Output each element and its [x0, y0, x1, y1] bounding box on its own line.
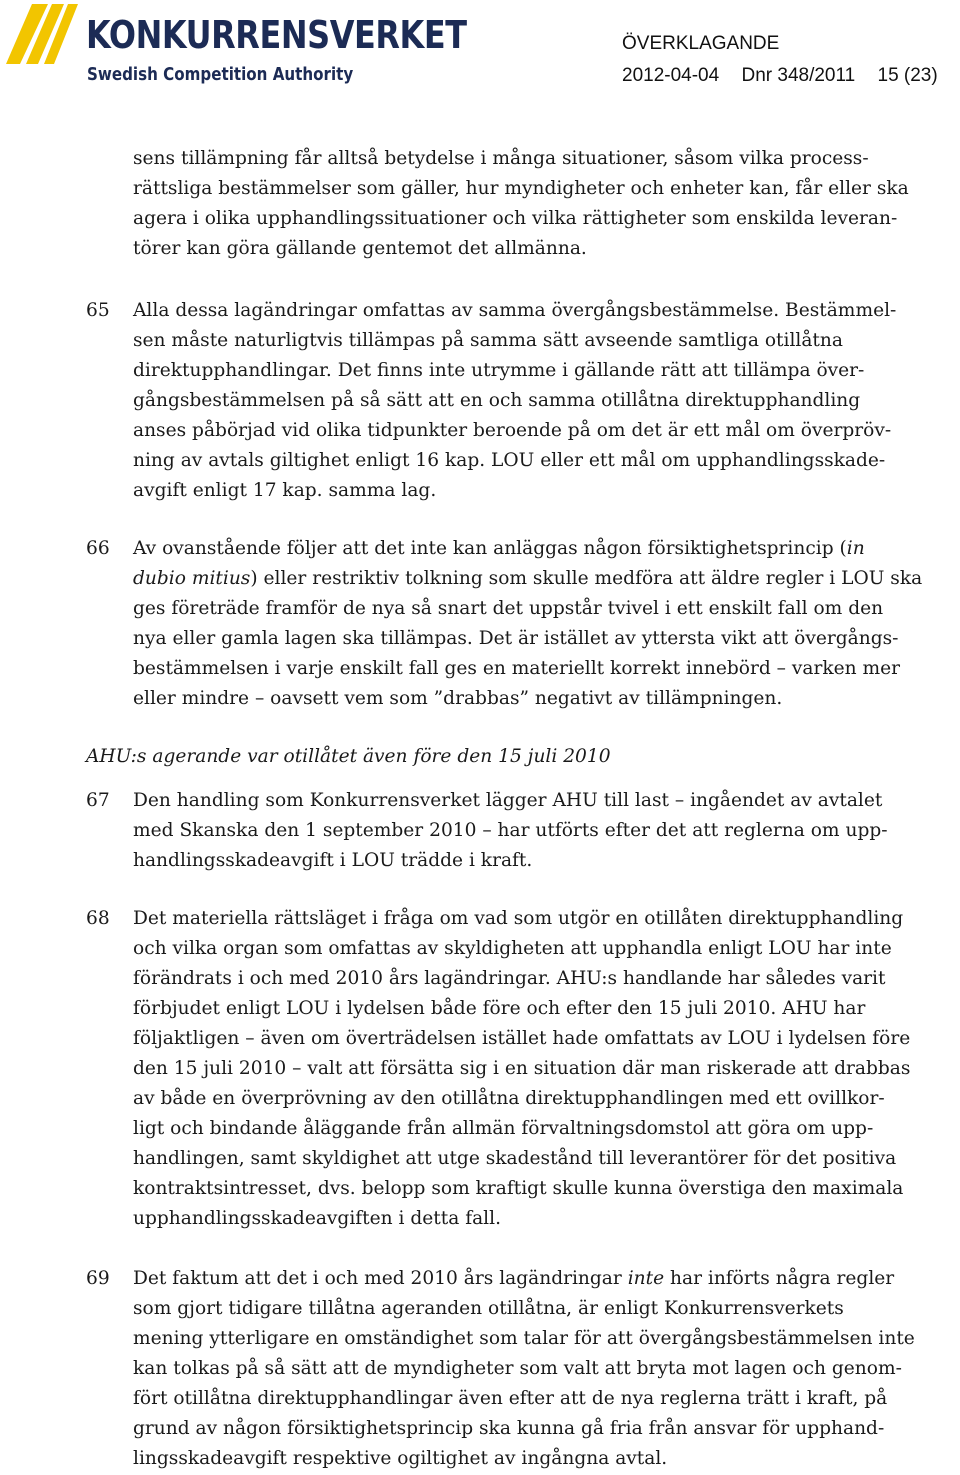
paragraph-69: [133, 1264, 939, 1474]
page-number: 15 (23): [877, 65, 938, 86]
text-line: gångsbestämmelsen på så sätt att en och samma otillåtna direktupphandling: [133, 390, 861, 411]
text-line: förbjudet enligt LOU i lydelsen både före och efter den 15 juli 2010. AHU har: [133, 998, 866, 1019]
text-line: handlingsskadeavgift i LOU trädde i kraft.: [133, 850, 533, 871]
text-line: fört otillåtna direktupphandlingar även efter att de nya reglerna trätt i kraft, på: [133, 1388, 888, 1409]
text-run: Det faktum att det i och med 2010 års lagändringar: [133, 1268, 628, 1289]
italic-run: dubio mitius: [133, 568, 251, 589]
paragraph-67: [133, 786, 939, 876]
text-line: upphandlingsskadeavgiften i detta fall.: [133, 1208, 501, 1229]
text-run: ) eller restriktiv tolkning som skulle medföra att äldre regler i LOU ska: [250, 568, 923, 589]
text-line: bestämmelsen i varje enskilt fall ges en materiellt korrekt innebörd – varken mer: [133, 658, 901, 679]
intro-paragraph: [133, 144, 939, 264]
logo-subtitle: Swedish Competition Authority: [87, 64, 354, 85]
text-line: [133, 1264, 939, 1294]
text-line: anses påbörjad vid olika tidpunkter beroende på om det är ett mål om överpröv-: [133, 420, 892, 441]
paragraph-number: 68: [86, 908, 110, 929]
paragraph-number: 65: [86, 300, 110, 321]
text-line: kan tolkas på så sätt att de myndigheter som valt att bryta mot lagen och genom-: [133, 1358, 902, 1379]
text-line: [133, 564, 939, 594]
text-line: handlingen, samt skyldighet att utge skadestånd till leverantörer för det positiva: [133, 1148, 897, 1169]
text-line: avgift enligt 17 kap. samma lag.: [133, 480, 437, 501]
text-line: grund av någon försiktighetsprincip ska kunna gå fria från ansvar för upphand-: [133, 1418, 885, 1439]
text-line: med Skanska den 1 september 2010 – har utförts efter det att reglerna om upp-: [133, 820, 888, 841]
logo-name: KONKURRENSVERKET: [86, 13, 467, 57]
text-line: Det materiella rättsläget i fråga om vad som utgör en otillåten direktupphandling: [133, 908, 904, 929]
text-line: förändrats i och med 2010 års lagändringar. AHU:s handlande har således varit: [133, 968, 886, 989]
text-line: följaktligen – även om överträdelsen istället hade omfattats av LOU i lydelsen före: [133, 1028, 911, 1049]
text-run: Av ovanstående följer att det inte kan anläggas någon försiktighetsprincip (: [133, 538, 847, 559]
text-line: den 15 juli 2010 – valt att försätta sig i en situation där man riskerade att drabbas: [133, 1058, 911, 1079]
text-line: Alla dessa lagändringar omfattas av samma övergångsbestämmelse. Bestämmel-: [133, 300, 897, 321]
text-line: lingsskadeavgift respektive ogiltighet av ingångna avtal.: [133, 1448, 668, 1469]
paragraph-66: [133, 534, 939, 714]
document-dnr: Dnr 348/2011: [741, 65, 856, 86]
text-line: av både en överprövning av den otillåtna direktupphandlingen med ett ovillkor-: [133, 1088, 885, 1109]
paragraph-number: 67: [86, 790, 110, 811]
paragraph-65: [133, 296, 939, 506]
text-run: har införts några regler: [664, 1268, 895, 1289]
text-line: kontraktsintresset, dvs. belopp som kraftigt skulle kunna överstiga den maximala: [133, 1178, 904, 1199]
document-type: ÖVERKLAGANDE: [622, 33, 780, 54]
page-header: [0, 0, 960, 100]
text-line: Den handling som Konkurrensverket lägger AHU till last – ingåendet av avtalet: [133, 790, 883, 811]
paragraph-68: [133, 904, 939, 1234]
text-line: törer kan göra gällande gentemot det allmänna.: [133, 238, 587, 259]
text-line: nya eller gamla lagen ska tillämpas. Det är istället av yttersta vikt att övergångs-: [133, 628, 899, 649]
text-line: ges företräde framför de nya så snart det uppstår tvivel i ett enskilt fall om den: [133, 598, 884, 619]
text-line: agera i olika upphandlingssituationer och vilka rättigheter som enskilda leveran-: [133, 208, 898, 229]
text-line: ligt och bindande åläggande från allmän förvaltningsdomstol att göra om upp-: [133, 1118, 874, 1139]
text-line: eller mindre – oavsett vem som ”drabbas” negativt av tillämpningen.: [133, 688, 783, 709]
italic-run: in: [846, 538, 865, 559]
paragraph-number: 69: [86, 1268, 110, 1289]
text-line: mening ytterligare en omständighet som talar för att övergångsbestämmelsen inte: [133, 1328, 915, 1349]
italic-run: inte: [627, 1268, 665, 1289]
section-heading: AHU:s agerande var otillåtet även före den 15 juli 2010: [86, 746, 611, 767]
document-meta: [622, 65, 960, 87]
text-line: sen måste naturligtvis tillämpas på samma sätt avseende samtliga otillåtna: [133, 330, 843, 351]
text-line: [133, 534, 939, 564]
text-line: ning av avtals giltighet enligt 16 kap. LOU eller ett mål om upphandlingsskade-: [133, 450, 886, 471]
document-date: 2012-04-04: [622, 65, 720, 86]
paragraph-number: 66: [86, 538, 110, 559]
text-line: direktupphandlingar. Det finns inte utrymme i gällande rätt att tillämpa över-: [133, 360, 865, 381]
text-line: som gjort tidigare tillåtna ageranden otillåtna, är enligt Konkurrensverkets: [133, 1298, 844, 1319]
text-line: och vilka organ som omfattas av skyldigheten att upphandla enligt LOU har inte: [133, 938, 892, 959]
text-line: rättsliga bestämmelser som gäller, hur myndigheter och enheter kan, får eller ska: [133, 178, 909, 199]
konkurrensverket-logo-icon: [4, 2, 84, 86]
text-line: sens tillämpning får alltså betydelse i många situationer, såsom vilka process-: [133, 148, 869, 169]
